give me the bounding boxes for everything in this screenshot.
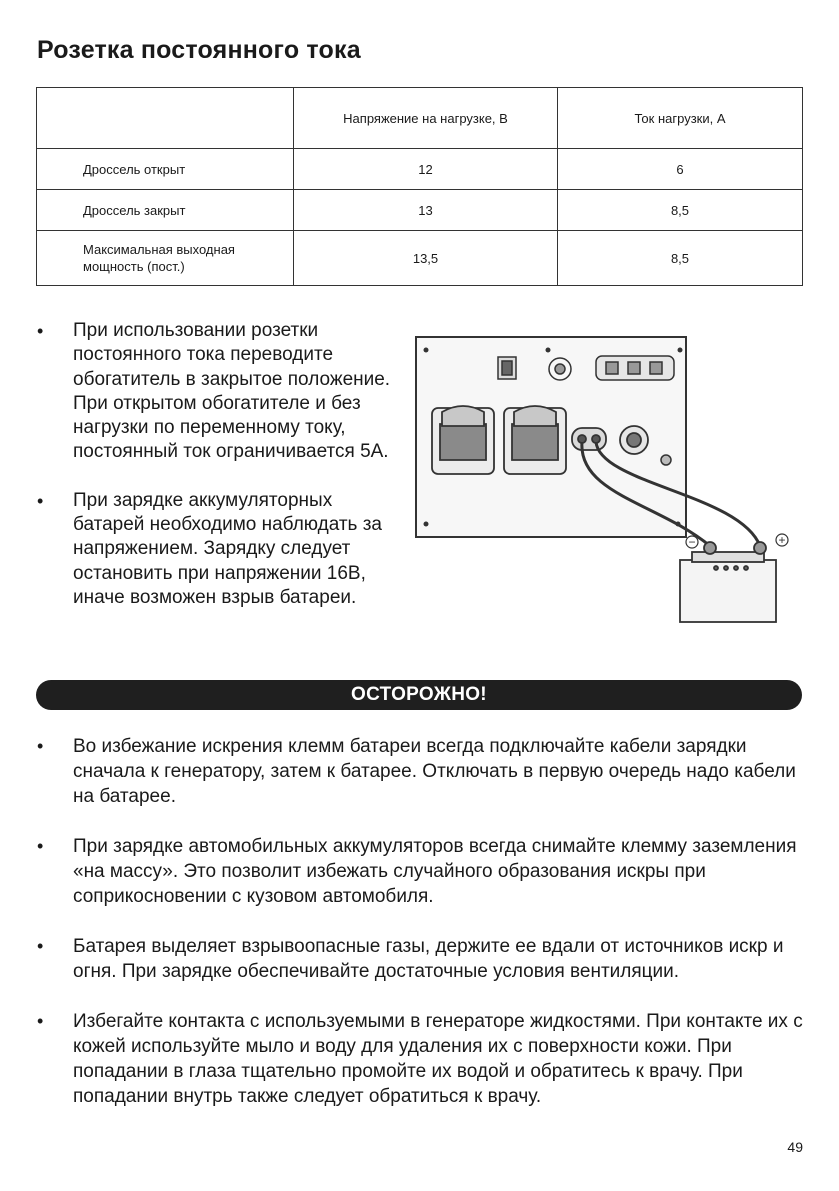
dc-socket-icon (572, 428, 606, 450)
table-row (37, 190, 803, 231)
page-title: Розетка постоянного тока (37, 36, 361, 64)
warnings-list (37, 734, 805, 1134)
current-cell: 6 (558, 149, 803, 190)
minus-sign: − (688, 535, 696, 549)
list-item (37, 319, 402, 465)
table-header-row (37, 88, 803, 149)
current-cell: 8,5 (558, 231, 803, 286)
ac-socket-left-icon (432, 406, 494, 474)
bullet-marker: • (37, 736, 44, 756)
circuit-breaker-icon (620, 426, 648, 454)
plus-sign: + (778, 533, 786, 547)
caution-banner: ОСТОРОЖНО! (36, 680, 802, 710)
row-label: Дроссель открыт (37, 149, 294, 190)
row-label: Дроссель закрыт (37, 190, 294, 231)
battery-charging-diagram (410, 334, 803, 626)
ground-terminal-icon (661, 455, 671, 465)
page-number: 49 (787, 1139, 803, 1155)
table-row (37, 149, 803, 190)
table-header-current: Ток нагрузки, А (558, 88, 803, 149)
voltage-cell: 12 (294, 149, 558, 190)
fuse-holder-icon (596, 356, 674, 380)
table-header-voltage: Напряжение на нагрузке, В (294, 88, 558, 149)
bullet-marker: • (37, 321, 44, 341)
ac-socket-right-icon (504, 406, 566, 474)
voltage-cell: 13,5 (294, 231, 558, 286)
list-item-text: Избегайте контакта с используемыми в генераторе жидкостями. При контакте их с кожей используйте мыло и воду для удаления их с поверхности кожи. При попадании в глаза тщательно промойте их водой и обратитесь к врачу. При попадании внутрь также следует обратиться к врачу. (73, 1011, 803, 1107)
row-label: Максимальная выходная мощность (пост.) (37, 231, 294, 286)
voltage-cell: 13 (294, 190, 558, 231)
switch-icon (498, 357, 516, 379)
bullet-marker: • (37, 1011, 44, 1031)
list-item (37, 489, 402, 610)
list-item-text: Батарея выделяет взрывоопасные газы, держите ее вдали от источников искр и огня. При зарядке обеспечивайте достаточные условия вентиляции. (73, 936, 784, 982)
bullet-marker: • (37, 490, 44, 511)
current-cell: 8,5 (558, 190, 803, 231)
list-item (37, 834, 805, 909)
bullet-marker: • (37, 936, 44, 956)
battery-minus-label (686, 535, 698, 549)
charging-notes-list (37, 319, 402, 634)
battery-icon (680, 542, 776, 622)
list-item (37, 1009, 805, 1109)
list-item-text: При зарядке аккумуляторных батарей необходимо наблюдать за напряжением. Зарядку следует остановить при напряжении 16В, иначе возможен взрыв батареи. (73, 489, 383, 608)
list-item-text: Во избежание искрения клемм батареи всегда подключайте кабели зарядки сначала к генератору, затем к батарее. Отключать в первую очередь надо кабели на батарее. (73, 736, 796, 807)
table-header-empty (37, 88, 294, 149)
list-item-text: При зарядке автомобильных аккумуляторов всегда снимайте клемму заземления «на массу». Это позволит избежать случайного образования искры при соприкосновении с кузовом автомобиля. (73, 836, 797, 907)
dc-output-table (36, 87, 803, 286)
list-item (37, 934, 805, 984)
list-item-text: При использовании розетки постоянного тока переводите обогатитель в закрытое положение. При открытом обогатителе и без нагрузки по переменному току, постоянный ток ограничивается 5А. (73, 320, 391, 463)
battery-plus-label (776, 533, 788, 547)
list-item (37, 734, 805, 809)
bullet-marker: • (37, 836, 44, 856)
table-row (37, 231, 803, 286)
